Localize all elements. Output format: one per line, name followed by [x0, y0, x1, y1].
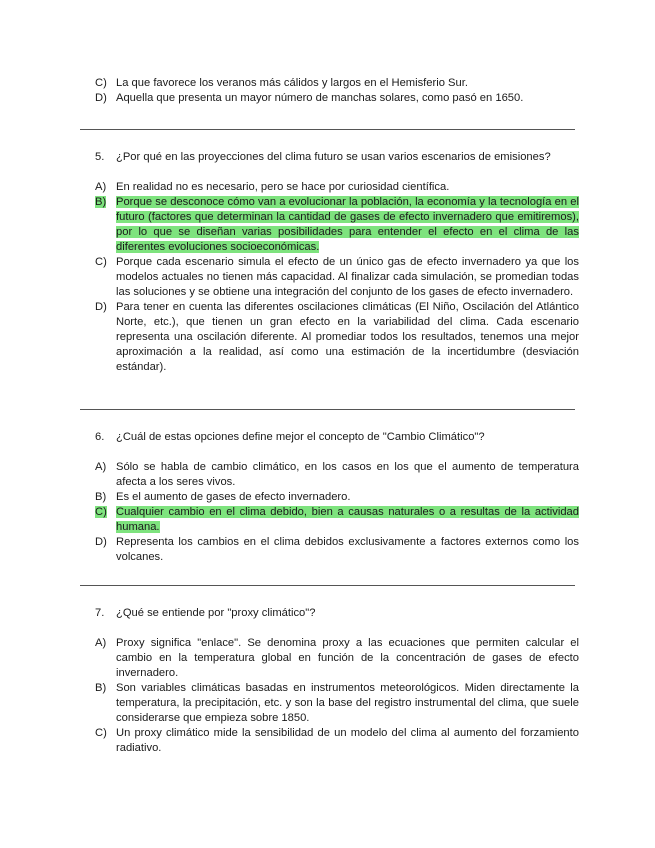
option-a: [95, 460, 579, 490]
question-6-options: [95, 460, 579, 565]
option-label: B): [95, 491, 107, 503]
question-5-options: [95, 180, 579, 375]
option-label: C): [95, 256, 107, 268]
option-label: D): [95, 536, 107, 548]
option-d: [95, 300, 579, 375]
option-a: [95, 180, 579, 195]
option-text: Cualquier cambio en el clima debido, bien a causas naturales o a resultas de la actividad humana.: [116, 506, 579, 533]
option-c: [95, 726, 579, 756]
option-text: Sólo se habla de cambio climático, en los casos en los que el aumento de temperatura afecta a los seres vivos.: [116, 461, 579, 488]
option-text: Porque se desconoce cómo van a evolucionar la población, la economía y la tecnología en el futuro (factores que determinan la cantidad de gases de efecto invernadero que emitiremos), por lo que se diseñan varias posibilidades para entender el efecto en el clima de las diferentes evoluciones socioeconómicas.: [116, 196, 579, 253]
question-number: 6.: [95, 431, 105, 443]
question-6: [95, 430, 579, 445]
option-text: Porque cada escenario simula el efecto de un único gas de efecto invernadero ya que los modelos actuales no tienen más capacidad. Al finalizar cada simulación, se promedian todas las soluciones y se obtiene una integración del conjunto de los gases de efecto invernadero.: [116, 256, 579, 298]
divider: [80, 129, 575, 130]
option-c: [95, 76, 579, 91]
option-d: [95, 91, 579, 106]
option-c-highlighted: [95, 505, 579, 535]
option-label: C): [95, 727, 107, 739]
option-text: La que favorece los veranos más cálidos y largos en el Hemisferio Sur.: [116, 77, 468, 89]
question-7-options: [95, 636, 579, 756]
question-text: ¿Cuál de estas opciones define mejor el concepto de "Cambio Climático"?: [116, 431, 485, 443]
option-label: C): [95, 506, 107, 518]
option-b-highlighted: [95, 195, 579, 255]
option-text: En realidad no es necesario, pero se hace por curiosidad científica.: [116, 181, 450, 193]
option-label: D): [95, 92, 107, 104]
option-text: Son variables climáticas basadas en instrumentos meteorológicos. Miden directamente la temperatura, la precipitación, etc. y son la base del registro instrumental del clima, que suele considerarse que empieza sobre 1850.: [116, 682, 579, 724]
question-number: 5.: [95, 151, 105, 163]
option-d: [95, 535, 579, 565]
option-label: A): [95, 461, 107, 473]
question-7: [95, 606, 579, 621]
option-text: Proxy significa "enlace". Se denomina proxy a las ecuaciones que permiten calcular el cambio en la temperatura global en función de la concentración de gases de efecto invernadero.: [116, 637, 579, 679]
option-text: Aquella que presenta un mayor número de manchas solares, como pasó en 1650.: [116, 92, 524, 104]
option-b: [95, 681, 579, 726]
question-5: [95, 150, 579, 165]
option-text: Para tener en cuenta las diferentes oscilaciones climáticas (El Niño, Oscilación del Atlántico Norte, etc.), que tienen un gran efecto en la variabilidad del clima. Cada escenario representa una oscilación diferente. Al promediar todos los resultados, tenemos una mejor aproximación a la realidad, así como una estimación de la incertidumbre (desviación estándar).: [116, 301, 579, 373]
option-label: A): [95, 181, 107, 193]
option-text: Representa los cambios en el clima debidos exclusivamente a factores externos como los volcanes.: [116, 536, 579, 563]
option-b: [95, 490, 579, 505]
option-label: B): [95, 196, 107, 208]
question-number: 7.: [95, 607, 105, 619]
option-c: [95, 255, 579, 300]
divider: [80, 409, 575, 410]
option-label: A): [95, 637, 107, 649]
option-label: C): [95, 77, 107, 89]
option-text: Es el aumento de gases de efecto invernadero.: [116, 491, 351, 503]
divider: [80, 585, 575, 586]
option-label: B): [95, 682, 107, 694]
question-text: ¿Por qué en las proyecciones del clima futuro se usan varios escenarios de emisiones?: [116, 151, 551, 163]
option-label: D): [95, 301, 107, 313]
prev-question-options: [95, 76, 579, 106]
question-text: ¿Qué se entiende por "proxy climático"?: [116, 607, 316, 619]
option-a: [95, 636, 579, 681]
option-text: Un proxy climático mide la sensibilidad de un modelo del clima al aumento del forzamiento radiativo.: [116, 727, 579, 754]
